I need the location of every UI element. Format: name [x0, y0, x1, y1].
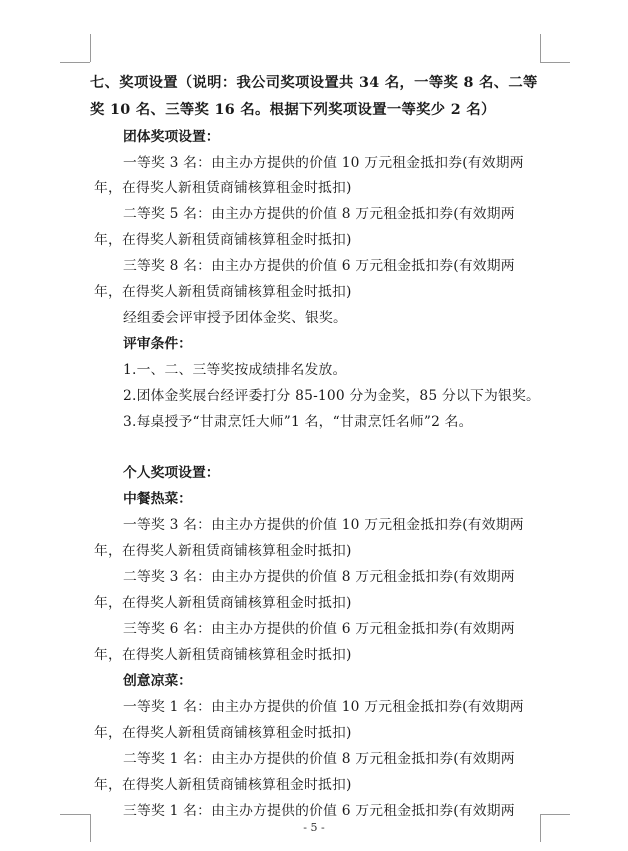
review-conditions-title: 评审条件： [123, 336, 192, 352]
hot-award-1-line-2: 年，在得奖人新租赁商铺核算租金时抵扣) [94, 543, 352, 559]
cold-dishes-title: 创意凉菜： [123, 673, 192, 689]
crop-mark-top-right-h [540, 62, 570, 63]
crop-mark-top-left-h [60, 62, 90, 63]
hot-award-1-line-1: 一等奖 3 名：由主办方提供的价值 10 万元租金抵扣券(有效期两 [123, 517, 524, 533]
team-awards-note: 经组委会评审授予团体金奖、银奖。 [123, 310, 347, 326]
crop-mark-top-left-v [90, 34, 91, 62]
review-condition-2: 2.团体金奖展台经评委打分 85-100 分为金奖，85 分以下为银奖。 [123, 388, 540, 404]
cold-award-3-line-1: 三等奖 1 名：由主办方提供的价值 6 万元租金抵扣券(有效期两 [123, 803, 515, 819]
hot-award-3-line-1: 三等奖 6 名：由主办方提供的价值 6 万元租金抵扣券(有效期两 [123, 621, 515, 637]
review-condition-1: 1.一、二、三等奖按成绩排名发放。 [123, 362, 347, 378]
cold-award-1-line-1: 一等奖 1 名：由主办方提供的价值 10 万元租金抵扣券(有效期两 [123, 699, 524, 715]
crop-mark-bottom-right-h [540, 814, 570, 815]
team-award-1-line-2: 年，在得奖人新租赁商铺核算租金时抵扣) [94, 180, 352, 196]
review-condition-3: 3.每桌授予“甘肃烹饪大师”1 名，“甘肃烹饪名师”2 名。 [123, 414, 473, 430]
hot-award-2-line-1: 二等奖 3 名：由主办方提供的价值 8 万元租金抵扣券(有效期两 [123, 569, 515, 585]
crop-mark-bottom-left-h [60, 814, 90, 815]
hot-dishes-title: 中餐热菜： [123, 491, 192, 507]
team-award-2-line-2: 年，在得奖人新租赁商铺核算租金时抵扣) [94, 232, 352, 248]
team-awards-title: 团体奖项设置： [123, 129, 220, 145]
page-number: - 5 - [303, 821, 325, 834]
cold-award-2-line-2: 年，在得奖人新租赁商铺核算租金时抵扣) [94, 777, 352, 793]
hot-award-2-line-2: 年，在得奖人新租赁商铺核算租金时抵扣) [94, 595, 352, 611]
section-heading-line-1: 七、奖项设置（说明：我公司奖项设置共 34 名，一等奖 8 名、二等 [90, 75, 538, 91]
cold-award-1-line-2: 年，在得奖人新租赁商铺核算租金时抵扣) [94, 725, 352, 741]
team-award-1-line-1: 一等奖 3 名：由主办方提供的价值 10 万元租金抵扣券(有效期两 [123, 155, 524, 171]
hot-award-3-line-2: 年，在得奖人新租赁商铺核算租金时抵扣) [94, 647, 352, 663]
team-award-3-line-2: 年，在得奖人新租赁商铺核算租金时抵扣) [94, 284, 352, 300]
individual-awards-title: 个人奖项设置： [123, 465, 220, 481]
cold-award-2-line-1: 二等奖 1 名：由主办方提供的价值 8 万元租金抵扣券(有效期两 [123, 751, 515, 767]
crop-mark-top-right-v [540, 34, 541, 62]
team-award-2-line-1: 二等奖 5 名：由主办方提供的价值 8 万元租金抵扣券(有效期两 [123, 206, 515, 222]
section-heading-line-2: 奖 10 名、三等奖 16 名。根据下列奖项设置一等奖少 2 名） [90, 102, 496, 118]
team-award-3-line-1: 三等奖 8 名：由主办方提供的价值 6 万元租金抵扣券(有效期两 [123, 258, 515, 274]
